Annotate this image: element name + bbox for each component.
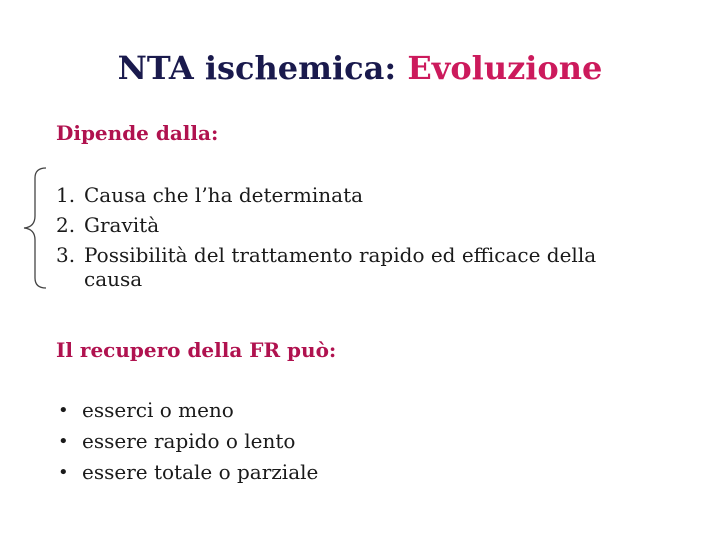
section-heading-dipende: Dipende dalla: — [56, 121, 219, 145]
item-number: 3. — [56, 243, 76, 267]
item-text: essere rapido o lento — [82, 429, 296, 453]
recovery-list — [56, 395, 616, 488]
list-item — [56, 395, 616, 426]
slide-title — [0, 46, 720, 90]
list-item — [56, 210, 656, 240]
section-heading-recupero: Il recupero della FR può: — [56, 338, 337, 362]
item-number: 1. — [56, 183, 76, 207]
bullet-icon: • — [58, 400, 69, 421]
title-main: NTA ischemica: — [117, 49, 408, 87]
causes-list — [56, 180, 656, 291]
list-item — [56, 457, 616, 488]
item-text: Gravità — [84, 213, 160, 237]
list-item — [56, 426, 616, 457]
item-number: 2. — [56, 213, 76, 237]
left-brace — [20, 166, 50, 290]
item-text: Causa che l’ha determinata — [84, 183, 364, 207]
bullet-icon: • — [58, 462, 69, 483]
list-item — [56, 180, 656, 210]
item-text: Possibilità del trattamento rapido ed efficace della — [84, 243, 597, 267]
list-item — [56, 240, 656, 291]
item-text-continuation: causa — [84, 267, 143, 291]
item-text: esserci o meno — [82, 398, 234, 422]
title-accent: Evoluzione — [407, 49, 603, 87]
item-text: essere totale o parziale — [82, 460, 319, 484]
bullet-icon: • — [58, 431, 69, 452]
